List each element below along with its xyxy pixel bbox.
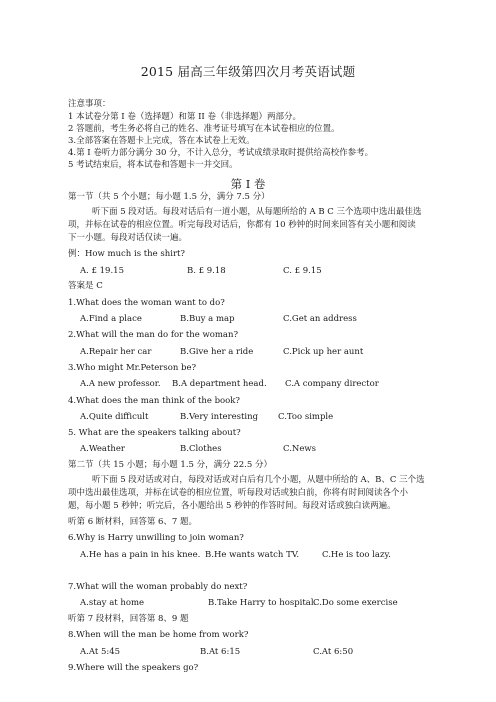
q8-option-a: A.At 5:45 <box>80 647 121 657</box>
q7-option-b: B.Take Harry to hospital. <box>208 598 317 608</box>
part2-intro-line: 项中选出最佳选项，并标在试卷的相应位置，听每段对话或独白前，你将有时间阅读各个小 <box>68 488 409 498</box>
q6-option-b: B.He wants watch TV. <box>205 550 300 560</box>
question-7: 7.What will the woman probably do next? <box>68 582 248 592</box>
question-9: 9.Where will the speakers go? <box>68 663 199 673</box>
q8-option-c: C.At 6:50 <box>313 647 354 657</box>
notice-item: 2 答题前，考生务必将自己的姓名、准考证号填写在本试卷相应的位置。 <box>68 124 340 134</box>
question-4: 4.What does the man think of the book? <box>68 396 240 406</box>
question-2: 2.What will the man do for the woman? <box>68 330 239 340</box>
part2-heading: 第二节（共 15 小题；每小题 1.5 分，满分 22.5 分） <box>68 460 272 470</box>
q7-option-c: C.Do some exercise <box>313 598 398 608</box>
example-option-b: B. £ 9.18 <box>187 266 226 276</box>
q2-option-a: A.Repair her car <box>80 347 152 357</box>
q5-option-a: A.Weather <box>80 444 125 454</box>
q2-option-c: C.Pick up her aunt <box>283 347 364 357</box>
example-option-c: C. £ 9.15 <box>283 266 322 276</box>
q5-option-b: B.Clothes <box>180 444 222 454</box>
notice-item: 4.第 I 卷听力部分满分 30 分，不计入总分，考试成绩录取时提供给高校作参考。 <box>68 148 374 158</box>
q1-option-c: C.Get an address <box>283 314 357 324</box>
q6-option-a: A.He has a pain in his knee. <box>80 550 201 560</box>
q5-option-c: C.News <box>283 444 317 454</box>
part1-intro-line: 项，并标在试卷的相应位置。听完每段对话后，你都有 10 秒钟的时间来回答有关小题和阅读 <box>68 220 416 230</box>
q4-option-c: C.Too simple <box>278 412 334 422</box>
material-note-6-7: 听第 6 断材料，回答第 6、7 题。 <box>68 517 198 527</box>
q8-option-b: B.At 6:15 <box>200 647 241 657</box>
q1-option-b: B.Buy a map <box>180 314 235 324</box>
q2-option-b: B.Give her a ride <box>180 347 254 357</box>
notice-item: 3.全部答案在答题卡上完成，答在本试卷上无效。 <box>68 136 255 146</box>
part2-intro-line: 题，每小题 5 秒钟；听完后，各小题给出 5 秒钟的作答时间。每段对话或独白读两遍。 <box>68 501 396 511</box>
q3-option-c: C.A company director <box>285 379 379 389</box>
q3-option-b: B.A department head. <box>172 379 267 389</box>
part1-heading: 第一节（共 5 个小题；每小题 1.5 分，满分 7.5 分） <box>68 192 270 202</box>
question-3: 3.Who might Mr.Peterson be? <box>68 363 197 373</box>
example-answer: 答案是 C <box>68 281 103 291</box>
part2-intro-line: 听下面 5 段对话或对白，每段对话或对白后有几个小题，从题中所给的 A、B、C 三个选 <box>92 475 425 485</box>
question-1: 1.What does the woman want to do? <box>68 298 225 308</box>
section-title: 第 I 卷 <box>230 177 266 191</box>
q3-option-a: A.A new professor. <box>80 379 161 389</box>
q6-option-c: C.He is too lazy. <box>322 550 391 560</box>
part1-intro-line: 下一小题。每段对话仅读一遍。 <box>68 233 188 243</box>
question-6: 6.Why is Harry unwilling to join woman? <box>68 533 244 543</box>
notice-item: 5 考试结束后，将本试卷和答题卡一并交回。 <box>68 160 238 170</box>
notice-item: 1 本试卷分第 I 卷（选择题）和第 II 卷（非选择题）两部分。 <box>68 112 301 122</box>
q7-option-a: A.stay at home <box>80 598 145 608</box>
notice-heading: 注意事项： <box>68 99 111 109</box>
question-8: 8.When will the man be home from work? <box>68 630 249 640</box>
material-note-8-9: 听第 7 段材料，回答第 8、9 题 <box>68 614 189 624</box>
question-5: 5. What are the speakers talking about? <box>68 428 241 438</box>
example-question: 例：How much is the shirt? <box>68 249 185 259</box>
part1-intro-line: 听下面 5 段对话。每段对话后有一道小题，从每题所给的 A B C 三个选项中选出最佳选 <box>92 207 422 217</box>
q4-option-a: A.Quite difficult <box>80 412 149 422</box>
q4-option-b: B.Very interesting <box>180 412 259 422</box>
page-title: 2015 届高三年级第四次月考英语试题 <box>140 64 356 79</box>
example-option-a: A. £ 19.15 <box>80 266 124 276</box>
q1-option-a: A.Find a place <box>80 314 142 324</box>
